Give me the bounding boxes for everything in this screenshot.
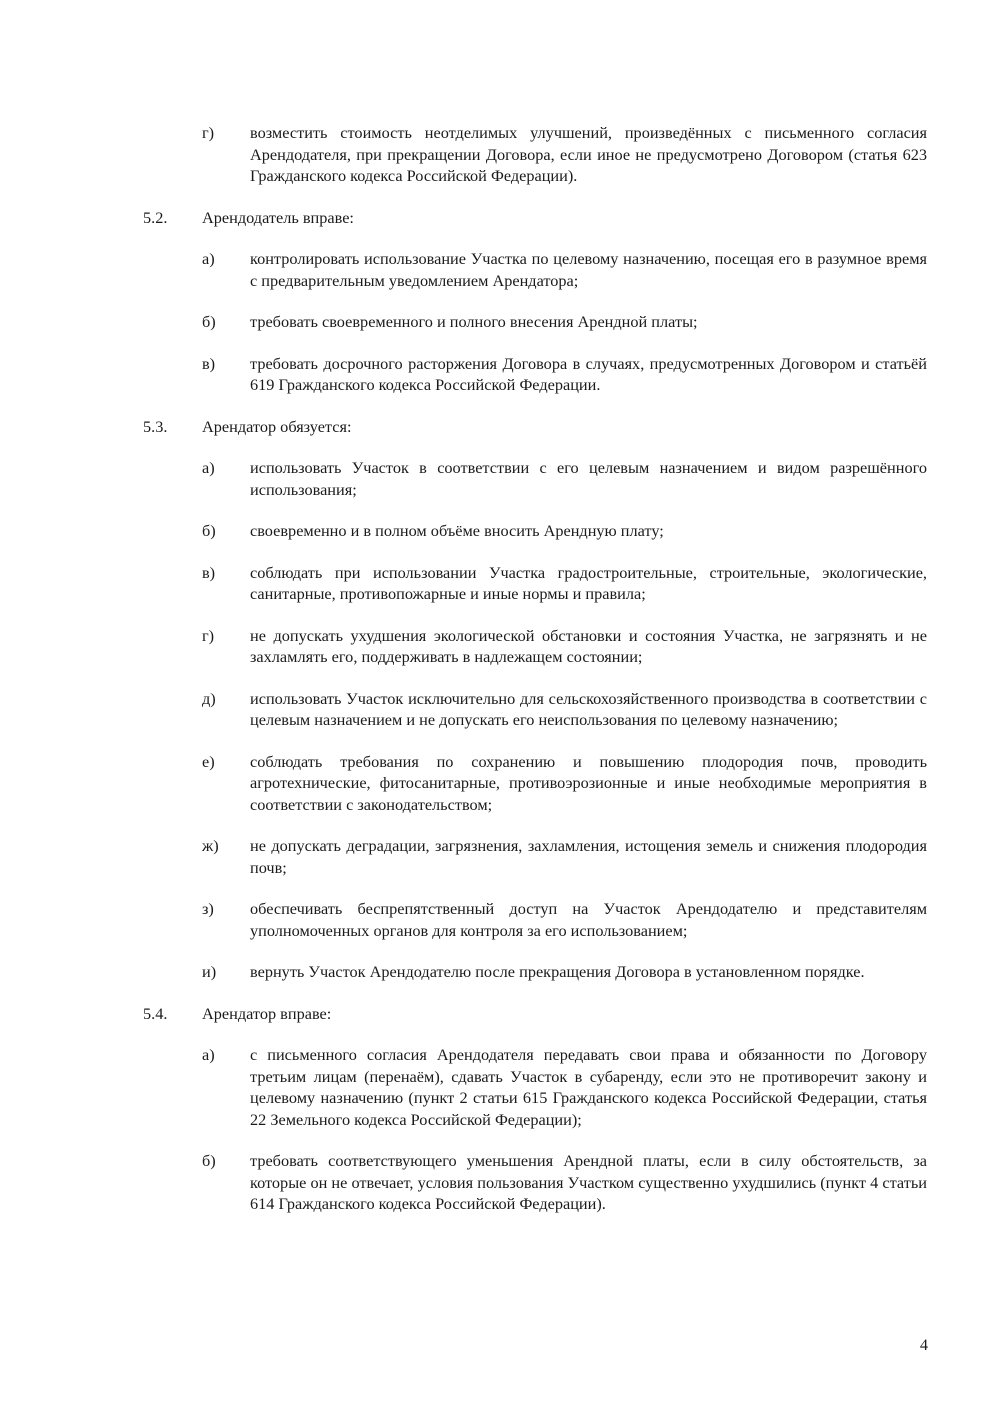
list-marker: а) bbox=[202, 249, 215, 268]
list-item-text: использовать Участок в соответствии с его целевым назначением и видом разрешённого использования; bbox=[250, 458, 927, 499]
list-item-text: соблюдать требования по сохранению и повышению плодородия почв, проводить агротехнические, фитосанитарные, противоэрозионные и иные необходимые мероприятия в соответствии с законодательством; bbox=[250, 751, 927, 814]
list-item bbox=[143, 457, 927, 500]
list-item-text: требовать досрочного расторжения Договора в случаях, предусмотренных Договором и статьёй 619 Гражданского кодекса Российской Федерации. bbox=[250, 353, 927, 394]
section-5-4-heading bbox=[143, 1003, 927, 1025]
list-item bbox=[143, 1150, 927, 1215]
section-number: 5.4. bbox=[143, 1003, 168, 1023]
section-5-2-heading bbox=[143, 207, 927, 229]
list-item bbox=[143, 625, 927, 668]
list-marker: б) bbox=[202, 1151, 216, 1170]
list-marker: в) bbox=[202, 353, 216, 373]
list-marker: г) bbox=[202, 625, 215, 645]
list-marker: з) bbox=[202, 899, 214, 918]
list-marker: и) bbox=[202, 962, 217, 981]
list-item-text: обеспечивать беспрепятственный доступ на Участок Арендодателю и представителям уполномоченных органов для контроля за его использованием; bbox=[250, 899, 927, 940]
list-item bbox=[143, 961, 927, 983]
page-content bbox=[143, 122, 927, 1235]
list-item-text: требовать своевременного и полного внесения Арендной платы; bbox=[250, 312, 698, 331]
list-marker: а) bbox=[202, 458, 215, 477]
list-item bbox=[143, 835, 927, 878]
list-item bbox=[143, 353, 927, 396]
list-marker: а) bbox=[202, 1045, 215, 1064]
list-item-text: вернуть Участок Арендодателю после прекращения Договора в установленном порядке. bbox=[250, 962, 865, 981]
list-marker: ж) bbox=[202, 836, 219, 855]
list-marker: в) bbox=[202, 562, 216, 582]
list-item-text: использовать Участок исключительно для сельскохозяйственного производства в соответствии с целевым назначением и не допускать его неиспользования по целевому назначению; bbox=[250, 688, 927, 729]
list-item-text: возместить стоимость неотделимых улучшений, произведённых с письменного согласия Арендодателя, при прекращении Договора, если иное не предусмотрено Договором (статья 623 Гражданского кодекса Российской Федерации). bbox=[250, 123, 927, 185]
list-item-text: с письменного согласия Арендодателя передавать свои права и обязанности по Договору третьим лицам (перенаём), сдавать Участок в субаренду, если это не противоречит закону и целевому назначению (пункт 2 статьи 615 Гражданского кодекса Российской Федерации, статья 22 Земельного кодекса Российской Федерации); bbox=[250, 1045, 927, 1129]
section-number: 5.3. bbox=[143, 416, 168, 436]
section-heading: Арендодатель вправе: bbox=[202, 207, 354, 227]
list-item bbox=[143, 898, 927, 941]
list-item-top-g bbox=[143, 122, 927, 187]
section-heading: Арендатор вправе: bbox=[202, 1003, 332, 1023]
list-item bbox=[143, 248, 927, 291]
section-heading: Арендатор обязуется: bbox=[202, 416, 352, 436]
list-marker: д) bbox=[202, 688, 216, 708]
list-marker: г) bbox=[202, 123, 215, 142]
list-marker: б) bbox=[202, 312, 216, 331]
section-5-3-heading bbox=[143, 416, 927, 438]
list-marker: е) bbox=[202, 751, 215, 771]
list-item-text: требовать соответствующего уменьшения Арендной платы, если в силу обстоятельств, за которые он не отвечает, условия пользования Участком существенно ухудшились (пункт 4 статьи 614 Гражданского кодекса Российской Федерации). bbox=[250, 1151, 927, 1213]
list-item bbox=[143, 520, 927, 542]
list-item-text: соблюдать при использовании Участка градостроительные, строительные, экологические, санитарные, противопожарные и иные нормы и правила; bbox=[250, 562, 927, 603]
list-item bbox=[143, 751, 927, 816]
list-item-text: не допускать ухудшения экологической обстановки и состояния Участка, не загрязнять и не захламлять его, поддерживать в надлежащем состоянии; bbox=[250, 625, 927, 666]
list-marker: б) bbox=[202, 521, 216, 540]
list-item bbox=[143, 562, 927, 605]
section-number: 5.2. bbox=[143, 207, 168, 227]
list-item bbox=[143, 688, 927, 731]
list-item-text: своевременно и в полном объёме вносить Арендную плату; bbox=[250, 521, 664, 540]
page-number: 4 bbox=[919, 1335, 928, 1354]
list-item bbox=[143, 1044, 927, 1130]
list-item bbox=[143, 311, 927, 333]
list-item-text: контролировать использование Участка по целевому назначению, посещая его в разумное время с предварительным уведомлением Арендатора; bbox=[250, 249, 927, 290]
list-item-text: не допускать деградации, загрязнения, захламления, истощения земель и снижения плодородия почв; bbox=[250, 836, 927, 877]
